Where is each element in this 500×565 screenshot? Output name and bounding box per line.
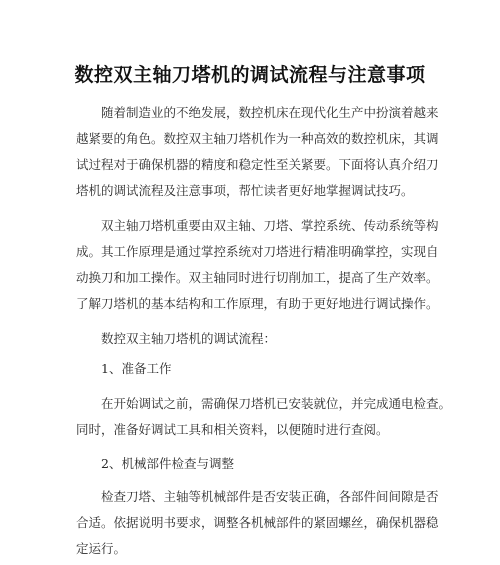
paragraph-line: 合适。依据说明书要求，调整各机械部件的紧固螺丝，确保机器稳 xyxy=(76,515,439,530)
paragraph-structure xyxy=(76,213,439,317)
document-title: 数控双主轴刀塔机的调试流程与注意事项 xyxy=(74,64,426,86)
paragraph-line: 随着制造业的不绝发展，数控机床在现代化生产中扮演着越来 xyxy=(101,105,439,120)
paragraph-intro xyxy=(76,100,439,204)
paragraph-line: 试过程对于确保机器的精度和稳定性至关紧要。下面将认真介绍刀 xyxy=(76,157,439,172)
section-heading-process: 数控双主轴刀塔机的调试流程： xyxy=(101,331,277,346)
paragraph-line: 在开始调试之前，需确保刀塔机已安装就位，并完成通电检查。 xyxy=(101,396,452,411)
paragraph-line: 越紧要的角色。数控双主轴刀塔机作为一种高效的数控机床，其调 xyxy=(76,131,439,146)
paragraph-line: 双主轴刀塔机重要由双主轴、刀塔、掌控系统、传动系统等构 xyxy=(101,218,439,233)
paragraph-line: 动换刀和加工操作。双主轴同时进行切削加工，提高了生产效率。 xyxy=(76,270,439,285)
paragraph-line: 成。其工作原理是通过掌控系统对刀塔进行精准明确掌控，实现自 xyxy=(76,244,439,259)
paragraph-line: 同时，准备好调试工具和相关资料，以便随时进行查阅。 xyxy=(76,422,389,437)
paragraph-mechanical-check xyxy=(76,484,439,562)
paragraph-line: 检查刀塔、主轴等机械部件是否安装正确，各部件间间隙是否 xyxy=(101,489,439,504)
step-heading-preparation: 1、准备工作 xyxy=(101,361,172,376)
paragraph-line: 定运行。 xyxy=(76,541,127,556)
step-heading-mechanical-check: 2、机械部件检查与调整 xyxy=(101,456,234,471)
paragraph-preparation xyxy=(76,391,452,443)
paragraph-line: 了解刀塔机的基本结构和工作原理，有助于更好地进行调试操作。 xyxy=(76,296,439,311)
paragraph-line: 塔机的调试流程及注意事项，帮忙读者更好地掌握调试技巧。 xyxy=(76,183,414,198)
